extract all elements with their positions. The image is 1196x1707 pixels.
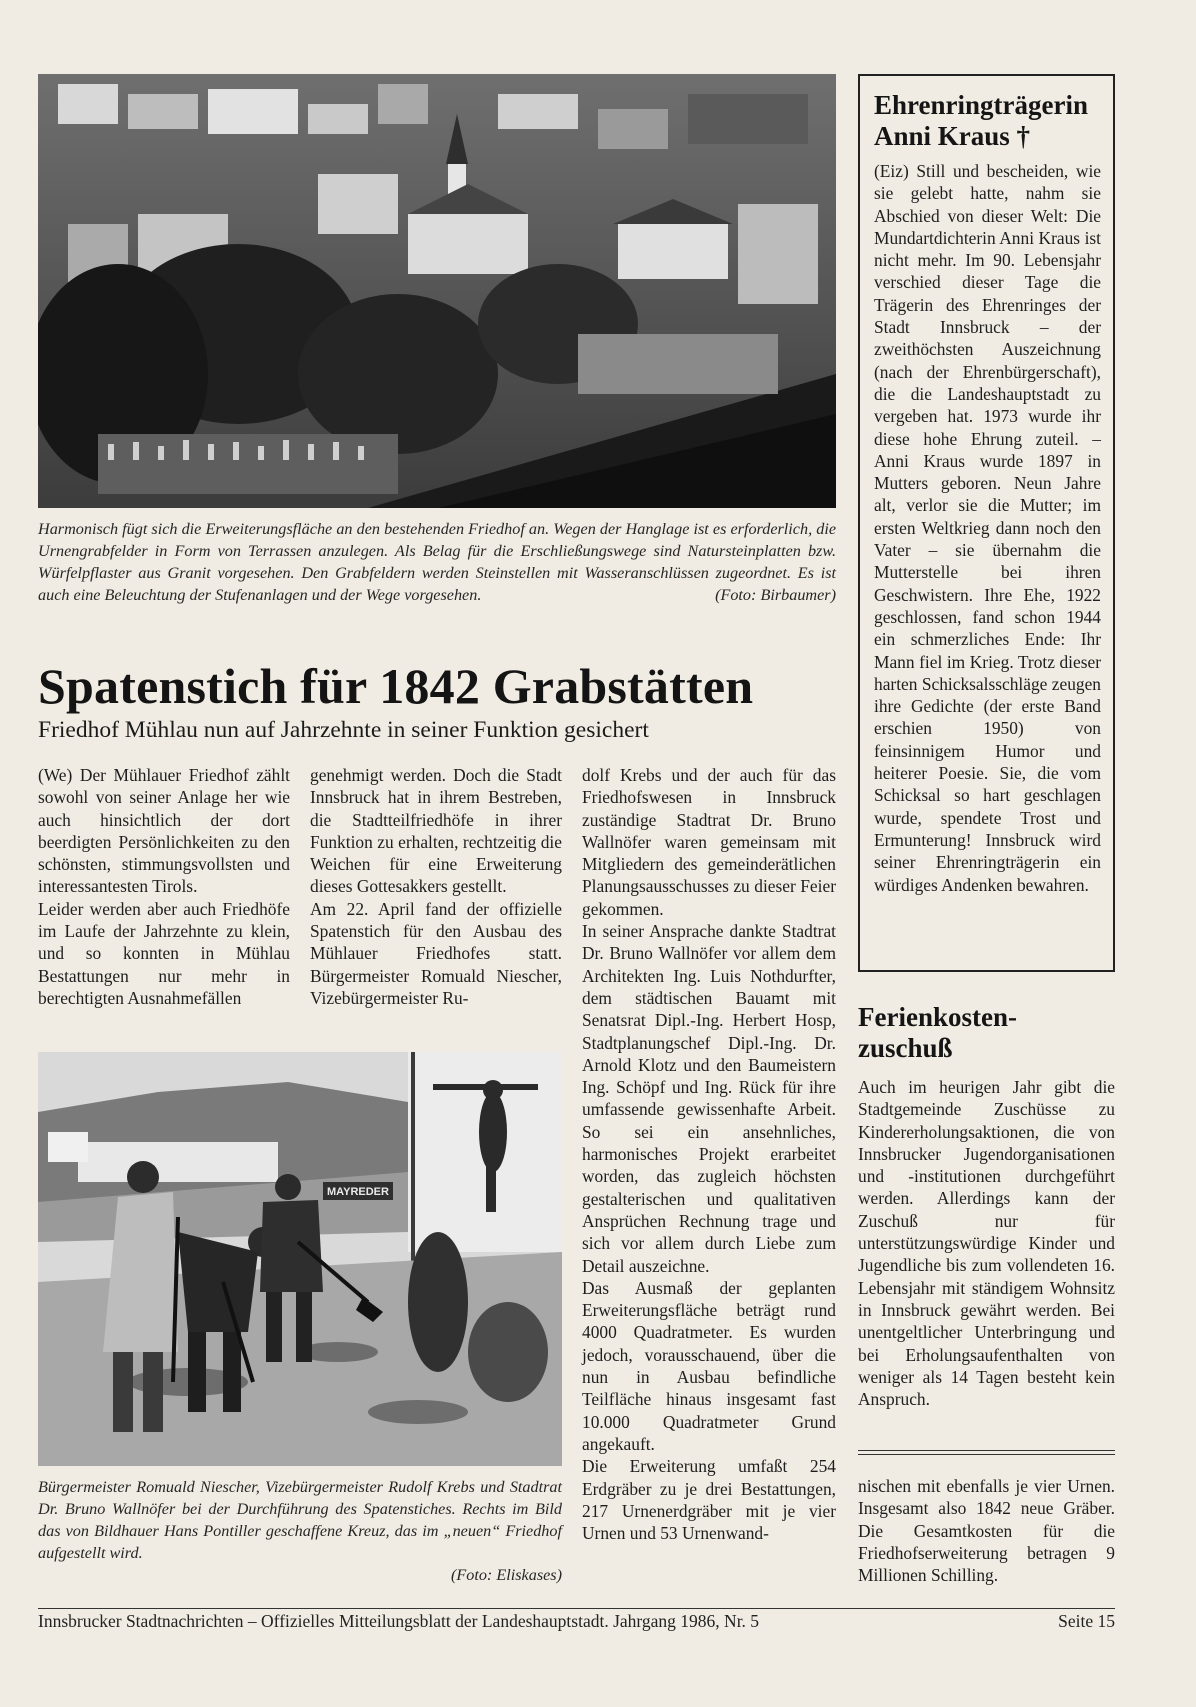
article-column-1 (38, 764, 290, 1009)
article-col3-para-4: Die Erweiterung umfaßt 254 Erdgräber zu je drei Bestattungen, 217 Urnenerdgräber mit je vier Urnen und 53 Urnenwand- (582, 1456, 836, 1544)
photo-groundbreaking (38, 1052, 562, 1466)
photo2-credit: (Foto: Eliskases) (450, 1566, 562, 1584)
article-col1-para-1: (We) Der Mühlauer Friedhof zählt sowohl von seiner Anlage her wie auch hinsichtlich der dort beerdigten Persönlichkeiten zu den schönsten, stimmungsvollsten und interessantesten Tirols. (38, 765, 290, 897)
footer-rule (38, 1608, 1115, 1609)
article-column-3 (582, 764, 836, 1544)
construction-sign-text: MAYREDER (327, 1186, 389, 1198)
obituary-text: (Eiz) Still und bescheiden, wie sie gelebt hatte, nahm sie Abschied von dieser Welt: Die Mundartdichterin Anni Kraus ist nicht mehr. Im 90. Lebensjahr verschied dieser Tage die Trägerin des Ehrenringes der Stadt Innsbruck – der zweithöchsten Auszeichnung (nach der Ehrenbürgerschaft), die die Landeshauptstadt zu vergeben hat. 1973 wurde ihr diese hohe Ehrung zuteil. – Anni Kraus wurde 1897 in Mutters geboren. Neun Jahre alt, verlor sie die Mutter; im ersten Weltkrieg dann noch den Vater – sie übernahm die Mutterstelle bei ihren Geschwistern. Ihre Ehe, 1922 geschlossen, fand schon 1944 ein schmerzliches Ende: Ihr Mann fiel im Krieg. Trotz dieser harten Schicksalsschläge zeugen ihre Gedichte (der erste Band erschien 1950) von feinsinnigem Humor und heiterer Poesie. Sie, die vom Schicksal so hart geschlagen wurde, spendete Trost und Ermunterung! Innsbruck wird seiner Ehrenringträgerin ein würdiges Andenken bewahren. (874, 161, 1101, 895)
photo2-caption (38, 1476, 562, 1586)
obituary-box (858, 74, 1115, 972)
article-subheadline: Friedhof Mühlau nun auf Jahrzehnte in seiner Funktion gesichert (38, 717, 649, 743)
article-col3-para-1: dolf Krebs und der auch für das Friedhofswesen in Innsbruck zuständige Stadtrat Dr. Bruno Wallnöfer waren gemeinsam mit Mitgliedern des gemeinderätlichen Planungsausschusses zu dieser Feier gekommen. (582, 765, 836, 919)
footer-page-number: Seite 15 (1058, 1611, 1115, 1631)
article-column-4: nischen mit ebenfalls je vier Urnen. Insgesamt also 1842 neue Gräber. Die Gesamtkosten für die Friedhofserweiterung betragen 9 Millionen Schilling. (858, 1476, 1115, 1586)
photo1-caption-text: Harmonisch fügt sich die Erweiterungsfläche an den bestehenden Friedhof an. Wegen der Hanglage ist es erforderlich, die Urnengrabfelder in Form von Terrassen anzulegen. Als Belag für die Erschließungswege sind Natursteinplatten bzw. Würfelpflaster aus Granit vorgesehen. Den Grabfeldern werden Steinstellen mit Wasseranschlüssen zugeordnet. Es ist auch eine Beleuchtung der Stufenanlagen und der Wege vorgesehen. (38, 520, 836, 604)
article-col3-para-2: In seiner Ansprache dankte Stadtrat Dr. Bruno Wallnöfer vor allem dem Architekten Ing. Luis Nothdurfter, dem städtischen Bauamt mit Senatsrat Dipl.-Ing. Herbert Hosp, Stadtplanungschef Dipl.-Ing. Dr. Arnold Klotz und den Baumeistern Ing. Schöpf und Ing. Rück für ihre umfassende gewissenhafte Arbeit. So sei ein ansehnliches, harmonisches Projekt erarbeitet worden, das zugleich höchsten gestalterischen und qualitativen Ansprüchen Rechnung trage und sich vor allem durch Liebe zum Detail auszeichne. (582, 921, 836, 1276)
article-column-2 (310, 764, 562, 1009)
photo-groundbreaking-illustration (38, 1052, 562, 1466)
article-col3-para-3: Das Ausmaß der geplanten Erweiterungsfläche beträgt rund 4000 Quadratmeter. Es wurden jedoch, vorausschauend, über die nun in Ausbau befindliche Teilfläche hinaus insgesamt fast 10.000 Quadratmeter Grund angekauft. (582, 1277, 836, 1454)
ferien-divider-top (858, 1450, 1115, 1451)
obituary-title: Ehrenringträgerin Anni Kraus † (874, 90, 1088, 151)
article-headline: Spatenstich für 1842 Grabstätten (38, 658, 754, 714)
photo-cemetery-village (38, 74, 836, 508)
ferien-text: Auch im heurigen Jahr gibt die Stadtgemeinde Zuschüsse zu Kindererholungsaktionen, die von Innsbrucker Jugendorganisationen und -institutionen durchgeführt werden. Allerdings kann der Zuschuß nur für unterstützungswürdige Kinder und Jugendliche bis zum vollendeten 16. Lebensjahr mit ständigem Wohnsitz in Innsbruck gewährt werden. Bei unentgeltlicher Unterbringung und bei Erholungsaufenthalten von weniger als 14 Tagen besteht kein Anspruch. (858, 1077, 1115, 1410)
article-col1-para-2: Leider werden aber auch Friedhöfe im Laufe der Jahrzehnte zu klein, und so konnten in Mühlau Bestattungen nur mehr in berechtigten Ausnahmefällen (38, 898, 290, 1008)
photo1-caption (38, 518, 836, 606)
photo-cemetery-illustration (38, 74, 836, 508)
article-col2-para-1: genehmigt werden. Doch die Stadt Innsbruck hat in ihrem Bestreben, die Stadtteilfriedhöfe in ihrer Funktion zu erhalten, rechtzeitig die Weichen für eine Erweiterung dieses Gottesakkers gestellt. (310, 765, 562, 897)
photo1-credit: (Foto: Birbaumer) (715, 586, 836, 604)
footer-publication: Innsbrucker Stadtnachrichten – Offizielles Mitteilungsblatt der Landeshauptstadt. Jahrgang 1986, Nr. 5 (38, 1611, 760, 1631)
article-col2-para-2: Am 22. April fand der offizielle Spatenstich für den Ausbau des Mühlauer Friedhofes statt. Bürgermeister Romuald Niescher, Vizebürgermeister Ru- (310, 898, 562, 1008)
ferien-divider-bottom (858, 1454, 1115, 1455)
ferien-title: Ferienkosten-zuschuß (858, 1002, 1017, 1063)
photo2-caption-text: Bürgermeister Romuald Niescher, Vizebürgermeister Rudolf Krebs und Stadtrat Dr. Bruno Wallnöfer bei der Durchführung des Spatenstiches. Rechts im Bild das von Bildhauer Hans Pontiller geschaffene Kreuz, das im „neuen“ Friedhof aufgestellt wird. (38, 1478, 562, 1562)
